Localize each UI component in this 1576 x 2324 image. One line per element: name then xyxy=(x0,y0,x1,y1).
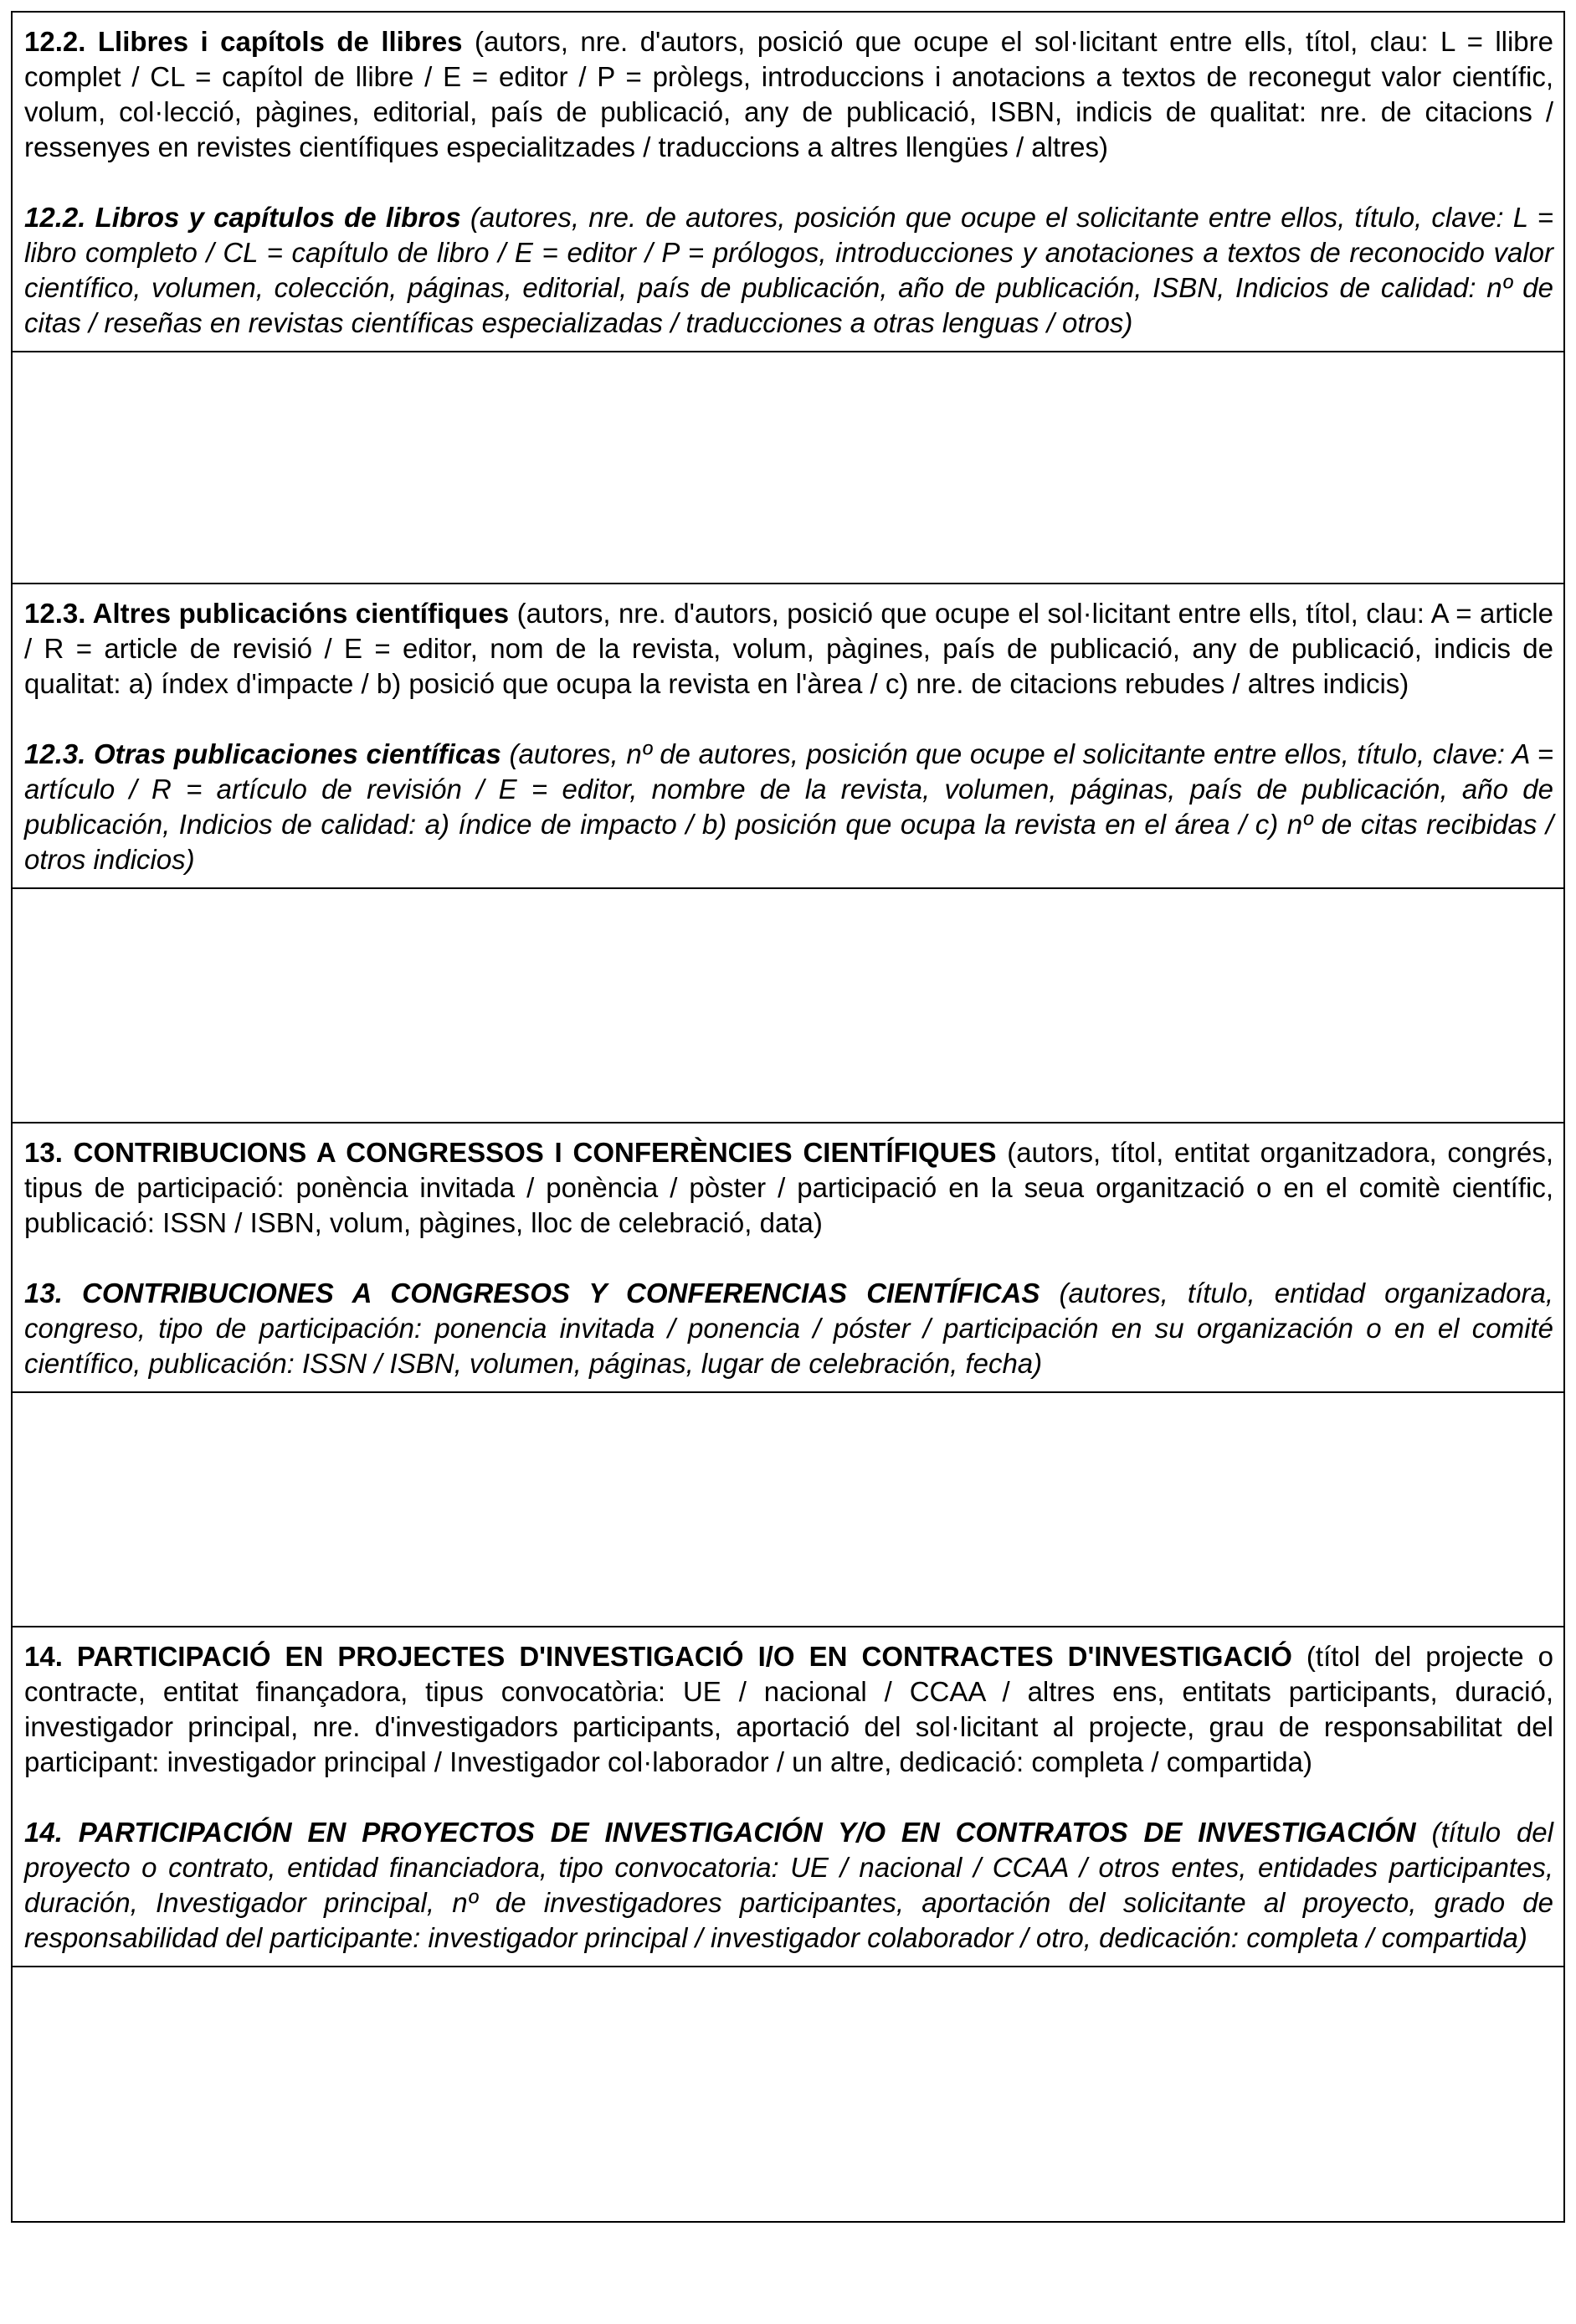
section-description: (títol del projecte o contracte, entitat finançadora, tipus convocatòria: UE / nacional / CCAA / altres ens, entitats participants, duració, investigador principal, nre. d'investigadors participants, aportació del sol·licitant al projecte, grau de responsabilitat del participant: investigador principal / Investigador col·laborador / un altre, dedicació: completa / compartida) xyxy=(24,1641,1553,1777)
section-header-12-3 xyxy=(13,584,1563,889)
section-header-13 xyxy=(13,1123,1563,1393)
section-description: (autors, nre. d'autors, posició que ocupe el sol·licitant entre ells, títol, clau: L = llibre complet / CL = capítol de llibre / E = editor / P = pròlegs, introduccions i anotacions a textos de reconegut valor científic, volum, col·lecció, pàgines, editorial, país de publicació, any de publicació, ISBN, indicis de qualitat: nre. de citacions / ressenyes en revistes científiques especialitzades / traduccions a altres llengües / altres) xyxy=(24,26,1554,162)
section-description: (autores, título, entidad organizadora, congreso, tipo de participación: ponencia invitada / ponencia / póster / participación en su organización o en el comité científico, publicación: ISSN / ISBN, volumen, páginas, lugar de celebración, fecha) xyxy=(24,1278,1553,1379)
section-description: (autors, nre. d'autors, posició que ocupe el sol·licitant entre ells, títol, clau: A = article / R = article de revisió / E = editor, nom de la revista, volum, pàgines, país de publicació, any de publicació, indicis de qualitat: a) índex d'impacte / b) posició que ocupa la revista en l'àrea / c) nre. de citacions rebudes / altres indicis) xyxy=(24,598,1553,699)
section-heading: 14. PARTICIPACIÓN EN PROYECTOS DE INVESTIGACIÓN Y/O EN CONTRATOS DE INVESTIGACIÓN xyxy=(24,1817,1416,1848)
section-heading: 12.2. Libros y capítulos de libros xyxy=(24,202,461,233)
section-description: (autores, nre. de autores, posición que ocupe el solicitante entre ellos, título, clave: L = libro completo / CL = capítulo de libro / E = editor / P = prólogos, introducciones y anotaciones a textos de reconocido valor científico, volumen, colección, páginas, editorial, país de publicación, año de publicación, ISBN, Indicios de calidad: nº de citas / reseñas en revistas científicas especializadas / traducciones a otras lenguas / otros) xyxy=(24,202,1553,338)
answer-field-12-2[interactable] xyxy=(13,352,1563,584)
answer-field-14[interactable] xyxy=(13,1967,1563,2221)
answer-field-12-3[interactable] xyxy=(13,889,1563,1123)
section-text-valencian xyxy=(24,1135,1553,1241)
section-text-valencian xyxy=(24,24,1553,165)
section-heading: 12.3. Altres publicacións científiques xyxy=(24,598,510,629)
section-text-valencian xyxy=(24,596,1553,702)
answer-field-13[interactable] xyxy=(13,1393,1563,1627)
section-text-spanish xyxy=(24,200,1553,341)
section-text-valencian xyxy=(24,1639,1553,1780)
section-header-14 xyxy=(13,1627,1563,1967)
section-header-12-2 xyxy=(13,13,1563,352)
section-description: (autors, títol, entitat organitzadora, congrés, tipus de participació: ponència invitada / ponència / pòster / participació en la seua organització o en el comitè científic, publicació: ISSN / ISBN, volum, pàgines, lloc de celebració, data) xyxy=(24,1137,1553,1238)
section-heading: 14. PARTICIPACIÓ EN PROJECTES D'INVESTIGACIÓ I/O EN CONTRACTES D'INVESTIGACIÓ xyxy=(24,1641,1292,1672)
section-heading: 13. CONTRIBUCIONS A CONGRESSOS I CONFERÈNCIES CIENTÍFIQUES xyxy=(24,1137,997,1168)
section-description: (autores, nº de autores, posición que ocupe el solicitante entre ellos, título, clave: A = artículo / R = artículo de revisión / E = editor, nombre de la revista, volumen, páginas, país de publicación, año de publicación, Indicios de calidad: a) índice de impacto / b) posición que ocupa la revista en el área / c) nº de citas recibidas / otros indicios) xyxy=(24,738,1553,875)
section-text-spanish xyxy=(24,737,1553,877)
section-text-spanish xyxy=(24,1276,1553,1381)
section-heading: 12.3. Otras publicaciones científicas xyxy=(24,738,501,769)
section-heading: 13. CONTRIBUCIONES A CONGRESOS Y CONFERENCIAS CIENTÍFICAS xyxy=(24,1278,1040,1309)
section-text-spanish xyxy=(24,1815,1553,1956)
section-description: (título del proyecto o contrato, entidad financiadora, tipo convocatoria: UE / nacional / CCAA / otros entes, entidades participantes, duración, Investigador principal, nº de investigadores participantes, aportación del solicitante al proyecto, grado de responsabilidad del participante: investigador principal / investigador colaborador / otro, dedicación: completa / compartida) xyxy=(24,1817,1553,1953)
section-heading: 12.2. Llibres i capítols de llibres xyxy=(24,26,463,57)
cv-form-table xyxy=(11,11,1565,2223)
